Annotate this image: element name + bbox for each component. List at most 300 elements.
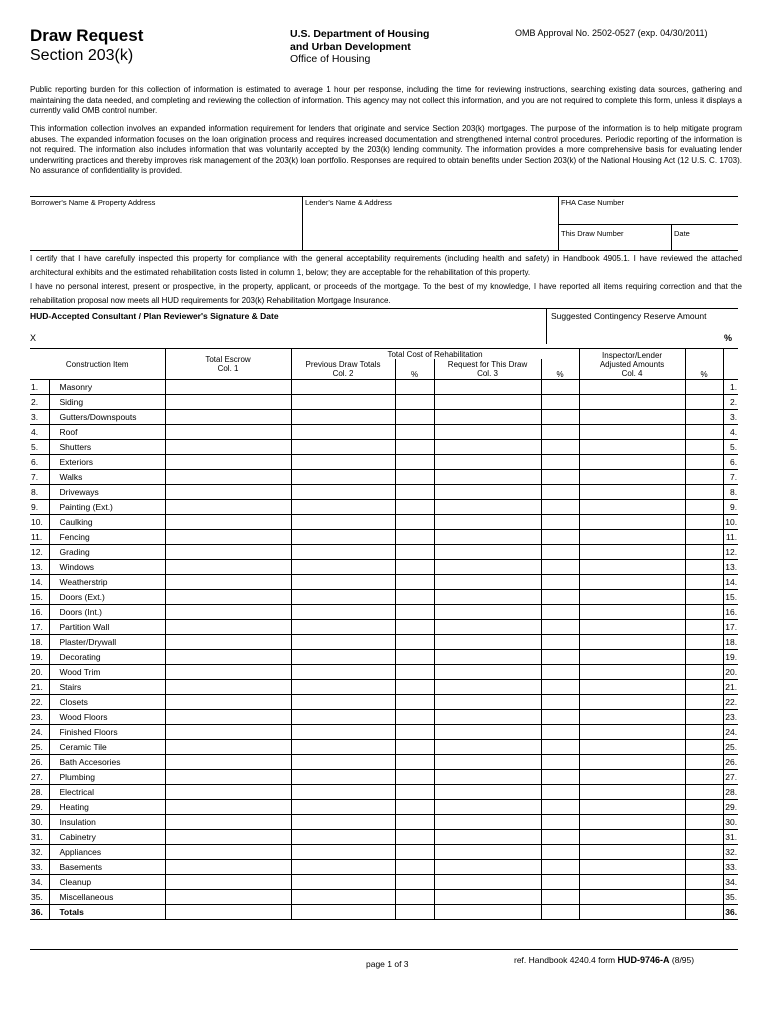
adjusted-percent-cell[interactable]: [685, 470, 723, 485]
total-escrow-cell[interactable]: [165, 725, 291, 740]
adjusted-percent-cell[interactable]: [685, 830, 723, 845]
adjusted-percent-cell[interactable]: [685, 395, 723, 410]
total-escrow-cell[interactable]: [165, 605, 291, 620]
request-draw-percent-cell[interactable]: [541, 695, 579, 710]
row-number-right: 9.: [723, 500, 738, 515]
adjusted-amount-cell[interactable]: [579, 635, 685, 650]
total-escrow-cell[interactable]: [165, 425, 291, 440]
previous-draw-percent-cell[interactable]: [395, 860, 434, 875]
form-date: (8/95): [671, 955, 695, 965]
previous-draw-cell[interactable]: [291, 800, 395, 815]
total-escrow-cell[interactable]: [165, 515, 291, 530]
total-escrow-cell[interactable]: [165, 380, 291, 395]
request-draw-cell[interactable]: [434, 500, 541, 515]
adjusted-percent-cell[interactable]: [685, 785, 723, 800]
adjusted-percent-cell[interactable]: [685, 485, 723, 500]
table-row: [30, 560, 738, 575]
request-draw-percent-cell[interactable]: [541, 425, 579, 440]
request-draw-percent-cell[interactable]: [541, 380, 579, 395]
request-draw-percent-cell[interactable]: [541, 530, 579, 545]
request-draw-percent-cell[interactable]: [541, 590, 579, 605]
construction-item-name: Fencing: [49, 530, 165, 545]
table-row: [30, 515, 738, 530]
previous-draw-cell[interactable]: [291, 380, 395, 395]
adjusted-amount-cell[interactable]: [579, 740, 685, 755]
request-draw-cell[interactable]: [434, 410, 541, 425]
total-escrow-cell[interactable]: [165, 455, 291, 470]
row-number-right: 28.: [723, 785, 738, 800]
request-draw-cell[interactable]: [434, 755, 541, 770]
adjusted-amount-cell[interactable]: [579, 905, 685, 920]
previous-draw-cell[interactable]: [291, 545, 395, 560]
adjusted-amount-cell[interactable]: [579, 470, 685, 485]
adjusted-amount-cell[interactable]: [579, 440, 685, 455]
previous-draw-cell[interactable]: [291, 485, 395, 500]
previous-draw-cell[interactable]: [291, 890, 395, 905]
total-escrow-cell[interactable]: [165, 905, 291, 920]
request-draw-cell[interactable]: [434, 860, 541, 875]
adjusted-amount-cell[interactable]: [579, 515, 685, 530]
request-draw-cell[interactable]: [434, 785, 541, 800]
adjusted-percent-cell[interactable]: [685, 800, 723, 815]
previous-draw-cell[interactable]: [291, 740, 395, 755]
previous-draw-cell[interactable]: [291, 755, 395, 770]
request-draw-percent-cell[interactable]: [541, 860, 579, 875]
previous-draw-cell[interactable]: [291, 455, 395, 470]
total-escrow-cell[interactable]: [165, 740, 291, 755]
draw-number-field[interactable]: [561, 239, 669, 249]
total-escrow-cell[interactable]: [165, 680, 291, 695]
adjusted-amount-cell[interactable]: [579, 875, 685, 890]
request-draw-cell[interactable]: [434, 620, 541, 635]
request-draw-percent-cell[interactable]: [541, 845, 579, 860]
adjusted-percent-cell[interactable]: [685, 575, 723, 590]
previous-draw-cell[interactable]: [291, 515, 395, 530]
adjusted-amount-cell[interactable]: [579, 410, 685, 425]
total-escrow-cell[interactable]: [165, 620, 291, 635]
adjusted-percent-cell[interactable]: [685, 740, 723, 755]
previous-draw-cell[interactable]: [291, 845, 395, 860]
request-draw-cell[interactable]: [434, 875, 541, 890]
adjusted-amount-cell[interactable]: [579, 530, 685, 545]
adjusted-amount-cell[interactable]: [579, 545, 685, 560]
request-draw-cell[interactable]: [434, 590, 541, 605]
request-draw-percent-cell[interactable]: [541, 545, 579, 560]
previous-draw-percent-cell[interactable]: [395, 710, 434, 725]
previous-draw-cell[interactable]: [291, 905, 395, 920]
construction-item-name: Basements: [49, 860, 165, 875]
previous-draw-percent-cell[interactable]: [395, 380, 434, 395]
previous-draw-cell[interactable]: [291, 590, 395, 605]
previous-draw-percent-cell[interactable]: [395, 635, 434, 650]
request-draw-percent-cell[interactable]: [541, 500, 579, 515]
borrower-field[interactable]: [31, 209, 299, 247]
adjusted-amount-cell[interactable]: [579, 665, 685, 680]
previous-draw-percent-cell[interactable]: [395, 770, 434, 785]
construction-item-name: Cleanup: [49, 875, 165, 890]
construction-item-name: Totals: [49, 905, 165, 920]
previous-draw-percent-cell[interactable]: [395, 665, 434, 680]
adjusted-percent-cell[interactable]: [685, 680, 723, 695]
row-number-right: 26.: [723, 755, 738, 770]
request-draw-percent-cell[interactable]: [541, 725, 579, 740]
adjusted-percent-cell[interactable]: [685, 815, 723, 830]
row-number-right: 14.: [723, 575, 738, 590]
request-draw-cell[interactable]: [434, 800, 541, 815]
adjusted-percent-cell[interactable]: [685, 845, 723, 860]
adjusted-percent-cell[interactable]: [685, 560, 723, 575]
row-number-right: 25.: [723, 740, 738, 755]
row-number: 26.: [30, 755, 49, 770]
table-row: [30, 860, 738, 875]
adjusted-amount-cell[interactable]: [579, 575, 685, 590]
total-escrow-cell[interactable]: [165, 785, 291, 800]
request-draw-percent-cell[interactable]: [541, 815, 579, 830]
request-draw-cell[interactable]: [434, 380, 541, 395]
request-draw-cell[interactable]: [434, 710, 541, 725]
previous-draw-cell[interactable]: [291, 770, 395, 785]
previous-draw-percent-cell[interactable]: [395, 650, 434, 665]
adjusted-percent-cell[interactable]: [685, 440, 723, 455]
adjusted-amount-cell[interactable]: [579, 695, 685, 710]
request-draw-percent-cell[interactable]: [541, 785, 579, 800]
row-number: 35.: [30, 890, 49, 905]
certification-text: [30, 252, 742, 308]
request-draw-cell[interactable]: [434, 740, 541, 755]
row-number: 34.: [30, 875, 49, 890]
previous-draw-percent-cell[interactable]: [395, 830, 434, 845]
previous-draw-percent-cell[interactable]: [395, 575, 434, 590]
adjusted-amount-cell[interactable]: [579, 770, 685, 785]
previous-draw-cell[interactable]: [291, 665, 395, 680]
total-escrow-cell[interactable]: [165, 710, 291, 725]
request-draw-percent-cell[interactable]: [541, 680, 579, 695]
adjusted-percent-cell[interactable]: [685, 410, 723, 425]
request-draw-percent-cell[interactable]: [541, 515, 579, 530]
table-row: [30, 545, 738, 560]
total-escrow-cell[interactable]: [165, 560, 291, 575]
previous-draw-cell[interactable]: [291, 620, 395, 635]
request-draw-percent-cell[interactable]: [541, 770, 579, 785]
construction-item-name: Electrical: [49, 785, 165, 800]
request-draw-percent-cell[interactable]: [541, 650, 579, 665]
adjusted-amount-cell[interactable]: [579, 380, 685, 395]
total-escrow-cell[interactable]: [165, 650, 291, 665]
previous-draw-percent-cell[interactable]: [395, 695, 434, 710]
adjusted-amount-cell[interactable]: [579, 845, 685, 860]
row-number-right: 23.: [723, 710, 738, 725]
adjusted-percent-cell[interactable]: [685, 530, 723, 545]
row-number-right: 31.: [723, 830, 738, 845]
row-number: 3.: [30, 410, 49, 425]
previous-draw-percent-cell[interactable]: [395, 395, 434, 410]
previous-draw-percent-cell[interactable]: [395, 500, 434, 515]
adjusted-percent-cell[interactable]: [685, 755, 723, 770]
previous-draw-cell[interactable]: [291, 635, 395, 650]
adjusted-amount-cell[interactable]: [579, 755, 685, 770]
total-escrow-cell[interactable]: [165, 395, 291, 410]
total-escrow-cell[interactable]: [165, 500, 291, 515]
request-draw-percent-cell[interactable]: [541, 395, 579, 410]
total-escrow-cell[interactable]: [165, 845, 291, 860]
previous-draw-percent-cell[interactable]: [395, 725, 434, 740]
previous-draw-percent-cell[interactable]: [395, 590, 434, 605]
adjusted-amount-cell[interactable]: [579, 890, 685, 905]
request-draw-percent-cell[interactable]: [541, 740, 579, 755]
request-draw-label: Request for This Draw: [447, 360, 528, 369]
adjusted-percent-cell[interactable]: [685, 710, 723, 725]
adjusted-percent-cell[interactable]: [685, 620, 723, 635]
request-draw-cell[interactable]: [434, 530, 541, 545]
request-draw-cell[interactable]: [434, 815, 541, 830]
construction-item-name: Exteriors: [49, 455, 165, 470]
request-draw-percent-cell[interactable]: [541, 410, 579, 425]
previous-draw-percent-cell[interactable]: [395, 515, 434, 530]
adjusted-amount-cell[interactable]: [579, 485, 685, 500]
total-escrow-cell[interactable]: [165, 575, 291, 590]
fields-divider-1: [302, 196, 303, 250]
previous-draw-percent-cell[interactable]: [395, 800, 434, 815]
previous-draw-cell[interactable]: [291, 860, 395, 875]
request-draw-cell[interactable]: [434, 665, 541, 680]
previous-draw-cell[interactable]: [291, 680, 395, 695]
adjusted-amount-cell[interactable]: [579, 620, 685, 635]
fha-rule: [558, 224, 738, 225]
request-draw-cell[interactable]: [434, 770, 541, 785]
total-escrow-cell[interactable]: [165, 860, 291, 875]
adjusted-percent-cell[interactable]: [685, 860, 723, 875]
total-escrow-cell[interactable]: [165, 545, 291, 560]
previous-draw-cell[interactable]: [291, 710, 395, 725]
request-draw-cell[interactable]: [434, 485, 541, 500]
request-draw-cell[interactable]: [434, 905, 541, 920]
request-draw-cell[interactable]: [434, 725, 541, 740]
request-draw-cell[interactable]: [434, 560, 541, 575]
adjusted-amount-cell[interactable]: [579, 590, 685, 605]
previous-draw-percent-cell[interactable]: [395, 425, 434, 440]
previous-draw-percent-cell[interactable]: [395, 440, 434, 455]
total-escrow-cell[interactable]: [165, 695, 291, 710]
request-draw-cell[interactable]: [434, 830, 541, 845]
adjusted-amount-cell[interactable]: [579, 650, 685, 665]
request-draw-percent-cell[interactable]: [541, 800, 579, 815]
adjusted-percent-cell[interactable]: [685, 650, 723, 665]
previous-draw-percent-cell[interactable]: [395, 560, 434, 575]
total-escrow-cell[interactable]: [165, 665, 291, 680]
request-draw-percent-cell[interactable]: [541, 455, 579, 470]
previous-draw-percent-cell[interactable]: [395, 470, 434, 485]
previous-draw-percent-cell[interactable]: [395, 620, 434, 635]
adjusted-percent-cell[interactable]: [685, 425, 723, 440]
request-draw-percent-cell[interactable]: [541, 605, 579, 620]
construction-item-name: Partition Wall: [49, 620, 165, 635]
borrower-field-label: Borrower's Name & Property Address: [31, 198, 156, 207]
previous-draw-percent-cell[interactable]: [395, 740, 434, 755]
total-escrow-cell[interactable]: [165, 635, 291, 650]
adjusted-percent-cell[interactable]: [685, 875, 723, 890]
previous-draw-cell[interactable]: [291, 785, 395, 800]
adjusted-percent-cell[interactable]: [685, 890, 723, 905]
previous-draw-cell[interactable]: [291, 815, 395, 830]
request-draw-cell[interactable]: [434, 890, 541, 905]
previous-draw-percent-cell[interactable]: [395, 485, 434, 500]
request-draw-cell[interactable]: [434, 575, 541, 590]
previous-draw-percent-cell[interactable]: [395, 410, 434, 425]
adjusted-amount-cell[interactable]: [579, 785, 685, 800]
request-draw-percent-cell[interactable]: [541, 470, 579, 485]
date-field[interactable]: [674, 239, 736, 249]
signature-field[interactable]: [42, 326, 542, 342]
adjusted-amount-cell[interactable]: [579, 860, 685, 875]
total-escrow-cell[interactable]: [165, 815, 291, 830]
fha-case-number-field[interactable]: [561, 209, 736, 223]
request-draw-percent-cell[interactable]: [541, 485, 579, 500]
adjusted-amount-cell[interactable]: [579, 500, 685, 515]
adjusted-amount-cell[interactable]: [579, 680, 685, 695]
contingency-field[interactable]: [552, 326, 720, 342]
row-number: 11.: [30, 530, 49, 545]
total-escrow-cell[interactable]: [165, 590, 291, 605]
previous-draw-percent-cell[interactable]: [395, 680, 434, 695]
previous-draw-percent-cell[interactable]: [395, 455, 434, 470]
request-draw-cell[interactable]: [434, 635, 541, 650]
request-draw-cell[interactable]: [434, 515, 541, 530]
previous-draw-cell[interactable]: [291, 470, 395, 485]
table-row: [30, 620, 738, 635]
total-escrow-cell[interactable]: [165, 890, 291, 905]
item-rows: [30, 380, 738, 920]
request-draw-cell[interactable]: [434, 695, 541, 710]
construction-item-name: Insulation: [49, 815, 165, 830]
request-draw-percent-cell[interactable]: [541, 635, 579, 650]
adjusted-amount-cell[interactable]: [579, 455, 685, 470]
request-draw-percent-cell[interactable]: [541, 890, 579, 905]
previous-draw-cell[interactable]: [291, 695, 395, 710]
adjusted-percent-cell[interactable]: [685, 380, 723, 395]
adjusted-percent-cell[interactable]: [685, 455, 723, 470]
request-draw-cell[interactable]: [434, 395, 541, 410]
previous-draw-percent-cell[interactable]: [395, 845, 434, 860]
request-draw-cell[interactable]: [434, 650, 541, 665]
total-escrow-cell[interactable]: [165, 800, 291, 815]
adjusted-amount-cell[interactable]: [579, 710, 685, 725]
previous-draw-cell[interactable]: [291, 530, 395, 545]
previous-draw-cell[interactable]: [291, 395, 395, 410]
adjusted-percent-cell[interactable]: [685, 695, 723, 710]
adjusted-amount-cell[interactable]: [579, 800, 685, 815]
total-escrow-cell[interactable]: [165, 470, 291, 485]
adjusted-amount-cell[interactable]: [579, 815, 685, 830]
table-row: [30, 725, 738, 740]
adjusted-amount-cell[interactable]: [579, 605, 685, 620]
previous-draw-percent-cell[interactable]: [395, 815, 434, 830]
request-draw-cell[interactable]: [434, 440, 541, 455]
adjusted-label: Adjusted Amounts: [599, 359, 665, 369]
request-draw-percent-cell[interactable]: [541, 755, 579, 770]
previous-draw-cell[interactable]: [291, 605, 395, 620]
previous-draw-percent-cell[interactable]: [395, 905, 434, 920]
adjusted-amount-cell[interactable]: [579, 560, 685, 575]
request-draw-percent-cell[interactable]: [541, 440, 579, 455]
adjusted-amount-cell[interactable]: [579, 830, 685, 845]
request-draw-percent-cell[interactable]: [541, 875, 579, 890]
request-draw-percent-cell[interactable]: [541, 560, 579, 575]
request-draw-percent-cell[interactable]: [541, 575, 579, 590]
adjusted-amount-cell[interactable]: [579, 395, 685, 410]
request-draw-cell[interactable]: [434, 455, 541, 470]
adjusted-amount-cell[interactable]: [579, 425, 685, 440]
total-escrow-cell[interactable]: [165, 755, 291, 770]
total-escrow-cell[interactable]: [165, 440, 291, 455]
previous-draw-cell[interactable]: [291, 830, 395, 845]
total-escrow-cell[interactable]: [165, 410, 291, 425]
adjusted-percent-cell[interactable]: [685, 770, 723, 785]
table-row: [30, 395, 738, 410]
request-draw-cell[interactable]: [434, 470, 541, 485]
previous-draw-percent-cell[interactable]: [395, 890, 434, 905]
request-draw-cell[interactable]: [434, 680, 541, 695]
total-escrow-cell[interactable]: [165, 830, 291, 845]
request-draw-percent-cell[interactable]: [541, 620, 579, 635]
previous-draw-cell[interactable]: [291, 425, 395, 440]
previous-draw-percent-cell[interactable]: [395, 530, 434, 545]
adjusted-percent-cell[interactable]: [685, 635, 723, 650]
col3-label: Col. 3: [477, 369, 498, 378]
adjusted-amount-cell[interactable]: [579, 725, 685, 740]
previous-draw-cell[interactable]: [291, 575, 395, 590]
previous-draw-cell[interactable]: [291, 875, 395, 890]
total-escrow-cell[interactable]: [165, 485, 291, 500]
adjusted-percent-cell[interactable]: [685, 515, 723, 530]
previous-draw-cell[interactable]: [291, 725, 395, 740]
request-draw-cell[interactable]: [434, 425, 541, 440]
adjusted-percent-cell[interactable]: [685, 905, 723, 920]
previous-draw-cell[interactable]: [291, 500, 395, 515]
request-draw-cell[interactable]: [434, 845, 541, 860]
total-escrow-cell[interactable]: [165, 770, 291, 785]
previous-draw-cell[interactable]: [291, 650, 395, 665]
adjusted-percent-cell[interactable]: [685, 500, 723, 515]
previous-draw-percent-cell[interactable]: [395, 785, 434, 800]
row-number: 10.: [30, 515, 49, 530]
request-draw-percent-cell[interactable]: [541, 830, 579, 845]
previous-draw-cell[interactable]: [291, 410, 395, 425]
table-row: [30, 710, 738, 725]
previous-draw-percent-cell[interactable]: [395, 875, 434, 890]
lender-field[interactable]: [305, 209, 555, 247]
adjusted-percent-cell[interactable]: [685, 590, 723, 605]
previous-draw-cell[interactable]: [291, 560, 395, 575]
request-draw-cell[interactable]: [434, 605, 541, 620]
adjusted-percent-cell[interactable]: [685, 605, 723, 620]
table-row: [30, 650, 738, 665]
request-draw-percent-cell[interactable]: [541, 905, 579, 920]
table-row: [30, 800, 738, 815]
adjusted-percent-cell[interactable]: [685, 665, 723, 680]
previous-draw-percent-cell[interactable]: [395, 605, 434, 620]
previous-draw-percent-cell[interactable]: [395, 545, 434, 560]
total-escrow-cell[interactable]: [165, 875, 291, 890]
request-draw-percent-cell[interactable]: [541, 665, 579, 680]
request-draw-cell[interactable]: [434, 545, 541, 560]
previous-draw-percent-cell[interactable]: [395, 755, 434, 770]
row-number-right: 5.: [723, 440, 738, 455]
total-escrow-cell[interactable]: [165, 530, 291, 545]
adjusted-percent-cell[interactable]: [685, 725, 723, 740]
adjusted-percent-cell[interactable]: [685, 545, 723, 560]
previous-draw-cell[interactable]: [291, 440, 395, 455]
request-draw-percent-cell[interactable]: [541, 710, 579, 725]
